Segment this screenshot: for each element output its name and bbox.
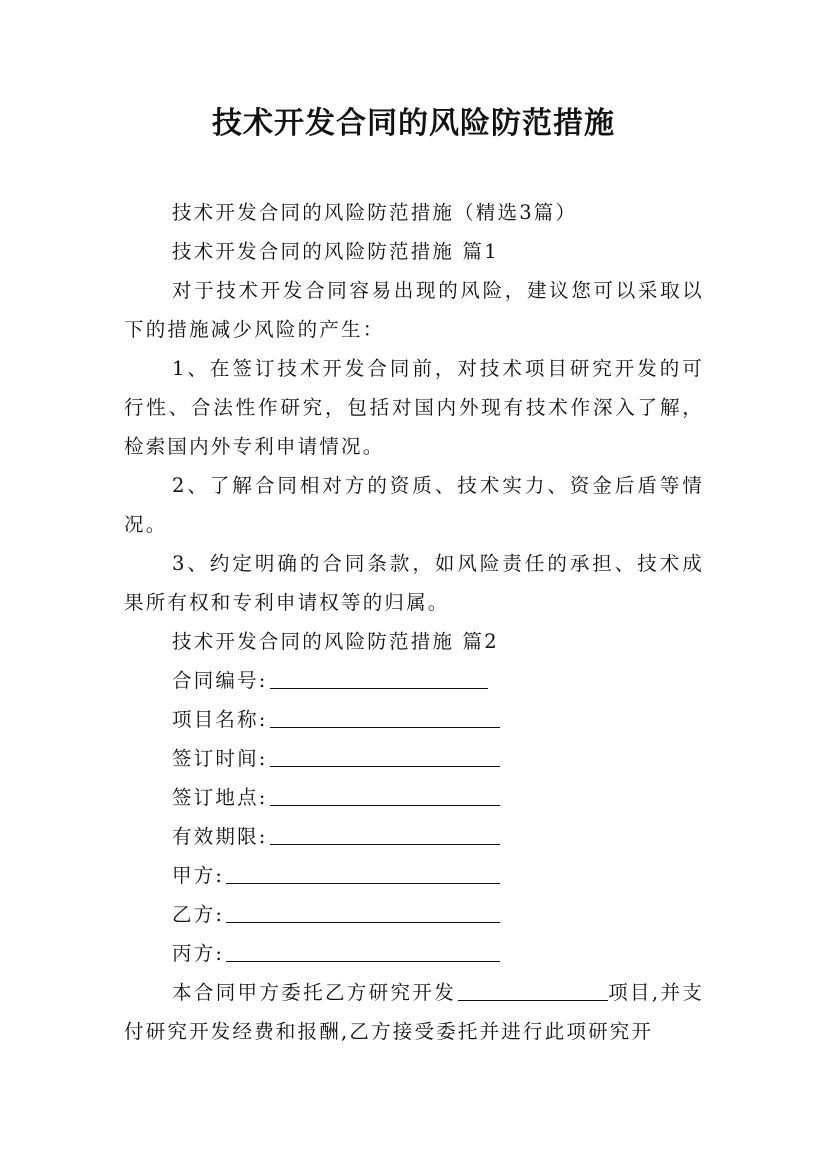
commission-paragraph <box>124 973 704 1051</box>
field-label-party-a: 甲方: <box>172 864 225 887</box>
field-label-valid-period: 有效期限: <box>172 825 268 848</box>
project-blank <box>458 978 608 1001</box>
sign-place-blank <box>270 783 500 806</box>
valid-period-blank <box>270 822 500 845</box>
field-contract-no <box>124 661 704 700</box>
field-project-name <box>124 700 704 739</box>
measure-item-2: 2、了解合同相对方的资质、技术实力、资金后盾等情况。 <box>124 474 704 536</box>
intro-paragraph: 对于技术开发合同容易出现的风险，建议您可以采取以下的措施减少风险的产生： <box>124 279 704 341</box>
commission-text-end: 项目,并支付研究开发经费和报酬,乙方接受委托并进行此项研究开 <box>124 981 704 1043</box>
field-party-c <box>124 934 704 973</box>
field-label-party-c: 丙方: <box>172 942 225 965</box>
measure-item-1: 1、在签订技术开发合同前，对技术项目研究开发的可行性、合法性作研究，包括对国内外现有技术作深入了解，检索国内外专利申请情况。 <box>124 357 704 458</box>
measure-item-3: 3、约定明确的合同条款，如风险责任的承担、技术成果所有权和专利申请权等的归属。 <box>124 552 704 614</box>
field-label-project-name: 项目名称: <box>172 708 268 731</box>
field-label-contract-no: 合同编号: <box>172 669 268 692</box>
section-heading-1: 技术开发合同的风险防范措施 篇1 <box>172 240 499 263</box>
field-label-party-b: 乙方: <box>172 903 225 926</box>
field-party-b <box>124 895 704 934</box>
document-body <box>124 193 704 1051</box>
field-label-sign-place: 签订地点: <box>172 786 268 809</box>
field-sign-time <box>124 739 704 778</box>
party-a-blank <box>226 861 500 884</box>
field-label-sign-time: 签订时间: <box>172 747 268 770</box>
field-sign-place <box>124 778 704 817</box>
document-title: 技术开发合同的风险防范措施 <box>212 106 615 141</box>
commission-text-start: 本合同甲方委托乙方研究开发 <box>172 981 457 1004</box>
field-party-a <box>124 856 704 895</box>
collection-heading: 技术开发合同的风险防范措施（精选3篇） <box>172 201 578 224</box>
party-c-blank <box>226 939 500 962</box>
field-valid-period <box>124 817 704 856</box>
contract-no-blank <box>270 666 488 689</box>
project-name-blank <box>270 705 500 728</box>
party-b-blank <box>226 900 500 923</box>
sign-time-blank <box>270 744 500 767</box>
section-heading-2: 技术开发合同的风险防范措施 篇2 <box>172 630 499 653</box>
